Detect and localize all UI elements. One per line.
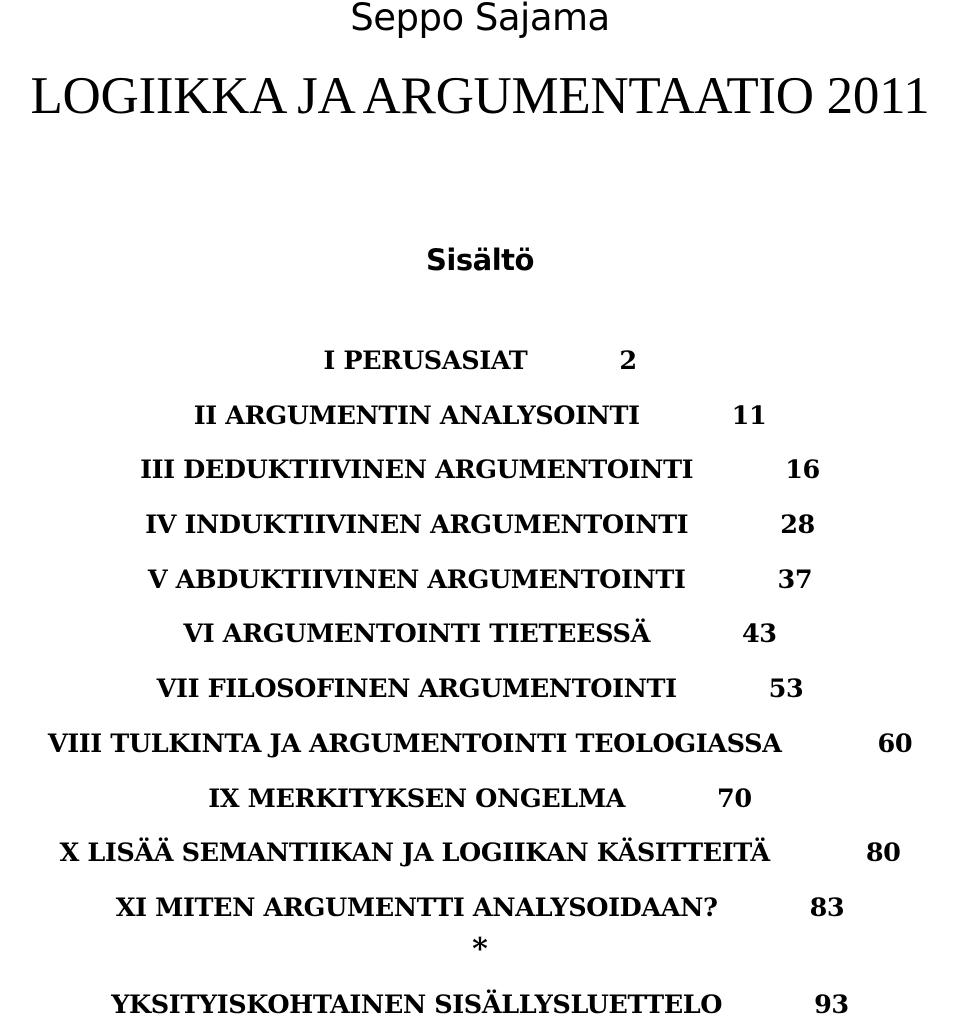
author-name: Seppo Sajama [350,0,610,39]
toc-entry-3 [0,448,960,503]
toc-entry-label: I PERUSASIAT [323,346,528,376]
toc-entry-page: 83 [809,892,845,923]
toc-entry-7 [0,667,960,722]
toc-entry-5 [0,558,960,613]
toc-entry-label: VI ARGUMENTOINTI TIETEESSÄ [183,619,650,650]
toc-entry-page: 37 [777,564,813,595]
toc-entry-label: IV INDUKTIIVINEN ARGUMENTOINTI [145,510,689,541]
toc-entry-label: VIII TULKINTA JA ARGUMENTOINTI TEOLOGIASSA [47,728,782,759]
toc-entry-page: 43 [741,619,777,650]
toc-entry-9 [0,777,960,832]
toc-entry-page: 93 [814,990,849,1020]
document-title: LOGIIKKA JA ARGUMENTAATIO 2011 [30,67,930,125]
toc-entry-label: XI MITEN ARGUMENTTI ANALYSOIDAAN? [115,892,718,923]
asterisk-separator: * [472,932,488,967]
toc-entry-page: 16 [785,455,820,486]
toc-entry-2 [0,394,960,449]
toc-entry-page: 60 [877,728,913,759]
toc-entry-label: II ARGUMENTIN ANALYSOINTI [193,400,640,431]
toc-entry-detailed-contents [0,983,960,1027]
toc-entry-label: V ABDUKTIIVINEN ARGUMENTOINTI [147,564,686,595]
toc-entry-label: YKSITYISKOHTAINEN SISÄLLYSLUETTELO [111,990,723,1020]
toc-entry-page: 80 [865,838,901,869]
toc-entry-page: 2 [619,346,637,376]
toc-entry-6 [0,612,960,667]
toc-entry-4 [0,503,960,558]
toc-entry-label: X LISÄÄ SEMANTIIKAN JA LOGIIKAN KÄSITTEITÄ [59,838,770,869]
toc-entry-page: 11 [731,400,767,431]
toc-entry-page: 70 [717,783,752,814]
toc-entry-page: 53 [768,674,804,705]
toc-entry-label: VII FILOSOFINEN ARGUMENTOINTI [156,674,677,705]
toc-entry-label: III DEDUKTIIVINEN ARGUMENTOINTI [140,455,694,486]
toc-entry-10 [0,831,960,886]
toc-entry-1 [0,339,960,394]
toc-heading: Sisältö [426,243,534,277]
toc-entry-8 [0,722,960,777]
toc-entry-label: IX MERKITYKSEN ONGELMA [208,783,626,814]
toc-entry-page: 28 [780,510,815,541]
table-of-contents [0,339,960,941]
